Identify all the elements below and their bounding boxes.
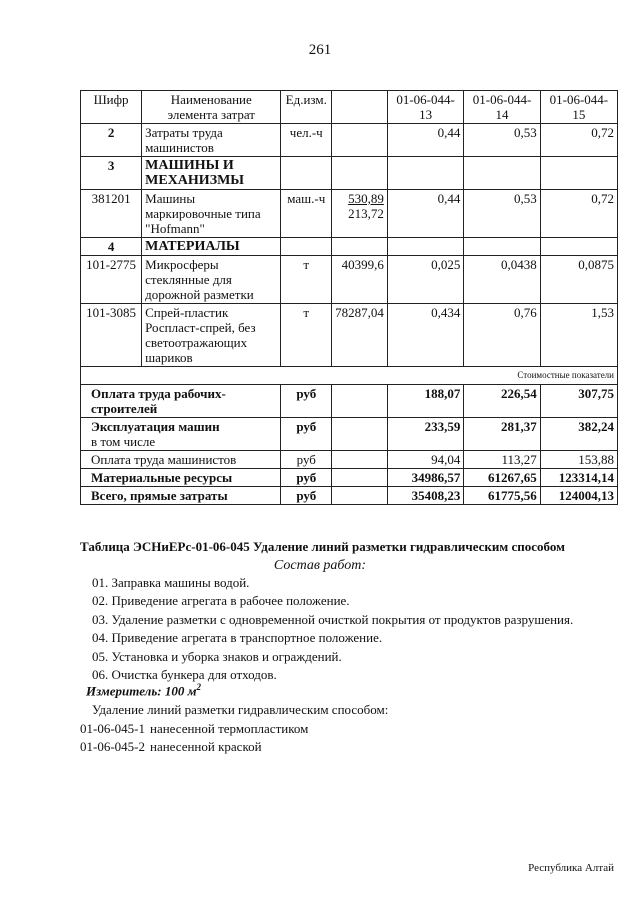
work-step: 04. Приведение агрегата в транспортное положение.	[92, 630, 383, 646]
totals-label-text: Эксплуатация машин	[91, 419, 220, 434]
totals-label	[81, 418, 281, 451]
cell-price	[332, 256, 388, 304]
page-number: 261	[308, 42, 332, 58]
measure-label	[86, 682, 201, 699]
totals-v1: 94,04	[387, 451, 463, 469]
totals-unit: руб	[281, 418, 332, 451]
cell-v3: 0,72	[540, 124, 617, 157]
cell-empty	[332, 157, 388, 190]
description: Удаление линий разметки гидравлическим способом:	[92, 702, 389, 717]
cell-v1: 0,44	[387, 190, 463, 238]
table-header-row	[81, 91, 618, 124]
composition-heading: Состав работ:	[273, 558, 367, 573]
cell-empty	[387, 238, 463, 256]
item-code: 01-06-045-2	[80, 739, 145, 754]
totals-v3: 124004,13	[540, 487, 617, 505]
table-row	[81, 124, 618, 157]
list-item	[80, 738, 308, 756]
cell-v2: 0,0438	[464, 256, 540, 304]
item-text: нанесенной термопластиком	[150, 721, 309, 736]
price-value: 78287,04	[335, 305, 384, 320]
totals-v1: 35408,23	[387, 487, 463, 505]
price-value: 40399,6	[341, 257, 384, 272]
cell-price	[332, 304, 388, 367]
cell-empty	[387, 157, 463, 190]
cell-name: Микросферы стеклянные для дорожной разметки	[142, 256, 281, 304]
totals-unit: руб	[281, 469, 332, 487]
totals-v3: 307,75	[540, 385, 617, 418]
cell-price	[332, 124, 388, 157]
items-list	[80, 720, 308, 756]
totals-label	[81, 487, 281, 505]
totals-row	[81, 418, 618, 451]
totals-label	[81, 451, 281, 469]
item-code: 01-06-045-1	[80, 721, 145, 736]
cell-unit: т	[281, 304, 332, 367]
totals-unit: руб	[281, 385, 332, 418]
cost-table-body	[81, 91, 618, 505]
totals-row	[81, 487, 618, 505]
totals-label-text: Оплата труда машинистов	[91, 452, 237, 467]
cell-v1: 0,44	[387, 124, 463, 157]
cost-caption-row	[81, 367, 618, 385]
totals-v3: 153,88	[540, 451, 617, 469]
totals-label	[81, 385, 281, 418]
cell-code: 381201	[81, 190, 142, 238]
header-code: Шифр	[81, 91, 142, 124]
table-row	[81, 256, 618, 304]
header-name: Наименование элемента затрат	[142, 91, 281, 124]
cell-empty	[332, 469, 388, 487]
footer-region: Республика Алтай	[528, 862, 614, 874]
cell-empty	[281, 238, 332, 256]
totals-v3: 382,24	[540, 418, 617, 451]
cell-code: 2	[81, 124, 142, 157]
totals-label-text: Оплата труда рабочих-строителей	[91, 386, 226, 416]
header-col1: 01-06-044-13	[387, 91, 463, 124]
cell-name: Машины маркировочные типа "Hofmann"	[142, 190, 281, 238]
cell-empty	[332, 451, 388, 469]
cell-section-name: МАШИНЫ И МЕХАНИЗМЫ	[142, 157, 281, 190]
totals-v1: 34986,57	[387, 469, 463, 487]
totals-label-text: Всего, прямые затраты	[91, 488, 228, 503]
totals-v1: 188,07	[387, 385, 463, 418]
cost-table	[80, 90, 618, 505]
cell-unit: чел.-ч	[281, 124, 332, 157]
cell-code: 101-2775	[81, 256, 142, 304]
cell-empty	[332, 385, 388, 418]
cell-v3: 1,53	[540, 304, 617, 367]
cell-empty	[332, 418, 388, 451]
cell-v2: 0,76	[464, 304, 540, 367]
cell-empty	[540, 238, 617, 256]
totals-v2: 113,27	[464, 451, 540, 469]
header-price	[332, 91, 388, 124]
cell-empty	[540, 157, 617, 190]
totals-v1: 233,59	[387, 418, 463, 451]
cell-section-name: МАТЕРИАЛЫ	[142, 238, 281, 256]
cell-name: Спрей-пластик Роспласт-спрей, без светоотражающих шариков	[142, 304, 281, 367]
section-row	[81, 238, 618, 256]
cell-v1: 0,025	[387, 256, 463, 304]
cell-price	[332, 190, 388, 238]
price-value: 530,89	[348, 191, 384, 206]
totals-unit: руб	[281, 451, 332, 469]
cost-caption: Стоимостные показатели	[81, 367, 618, 385]
measure-text: Измеритель: 100 м	[86, 683, 197, 699]
table-row	[81, 304, 618, 367]
cell-v3: 0,0875	[540, 256, 617, 304]
cell-code: 4	[81, 238, 142, 256]
item-text: нанесенной краской	[150, 739, 262, 754]
work-step: 05. Установка и уборка знаков и ограждений.	[92, 648, 342, 664]
totals-v2: 281,37	[464, 418, 540, 451]
table-row	[81, 190, 618, 238]
header-col2: 01-06-044-14	[464, 91, 540, 124]
cell-v3: 0,72	[540, 190, 617, 238]
totals-v2: 226,54	[464, 385, 540, 418]
totals-label-text: Материальные ресурсы	[91, 470, 233, 485]
price-value-2: 213,72	[348, 206, 384, 221]
totals-unit: руб	[281, 487, 332, 505]
cell-code: 3	[81, 157, 142, 190]
work-step: 03. Удаление разметки с одновременной очисткой покрытия от продуктов разрушения.	[92, 611, 574, 627]
cell-empty	[332, 487, 388, 505]
totals-label	[81, 469, 281, 487]
totals-v3: 123314,14	[540, 469, 617, 487]
header-col3: 01-06-044-15	[540, 91, 617, 124]
table-title: Таблица ЭСНиЕРс-01-06-045 Удаление линий разметки гидравлическим способом	[80, 539, 565, 554]
cell-v1: 0,434	[387, 304, 463, 367]
cell-empty	[281, 157, 332, 190]
cell-unit: т	[281, 256, 332, 304]
list-item	[80, 720, 308, 738]
cell-empty	[332, 238, 388, 256]
work-step: 02. Приведение агрегата в рабочее положение.	[92, 593, 350, 609]
totals-v2: 61775,56	[464, 487, 540, 505]
totals-sub-label: в том числе	[91, 434, 156, 449]
work-steps-list	[92, 574, 573, 684]
cell-code: 101-3085	[81, 304, 142, 367]
cell-empty	[464, 157, 540, 190]
cell-v2: 0,53	[464, 124, 540, 157]
totals-v2: 61267,65	[464, 469, 540, 487]
totals-row	[81, 385, 618, 418]
section-row	[81, 157, 618, 190]
cell-unit: маш.-ч	[281, 190, 332, 238]
header-unit: Ед.изм.	[281, 91, 332, 124]
totals-row	[81, 451, 618, 469]
cell-v2: 0,53	[464, 190, 540, 238]
cell-empty	[464, 238, 540, 256]
totals-row	[81, 469, 618, 487]
work-step: 06. Очистка бункера для отходов.	[92, 667, 277, 683]
work-step: 01. Заправка машины водой.	[92, 575, 250, 590]
measure-sup: 2	[196, 682, 201, 692]
cell-name: Затраты труда машинистов	[142, 124, 281, 157]
